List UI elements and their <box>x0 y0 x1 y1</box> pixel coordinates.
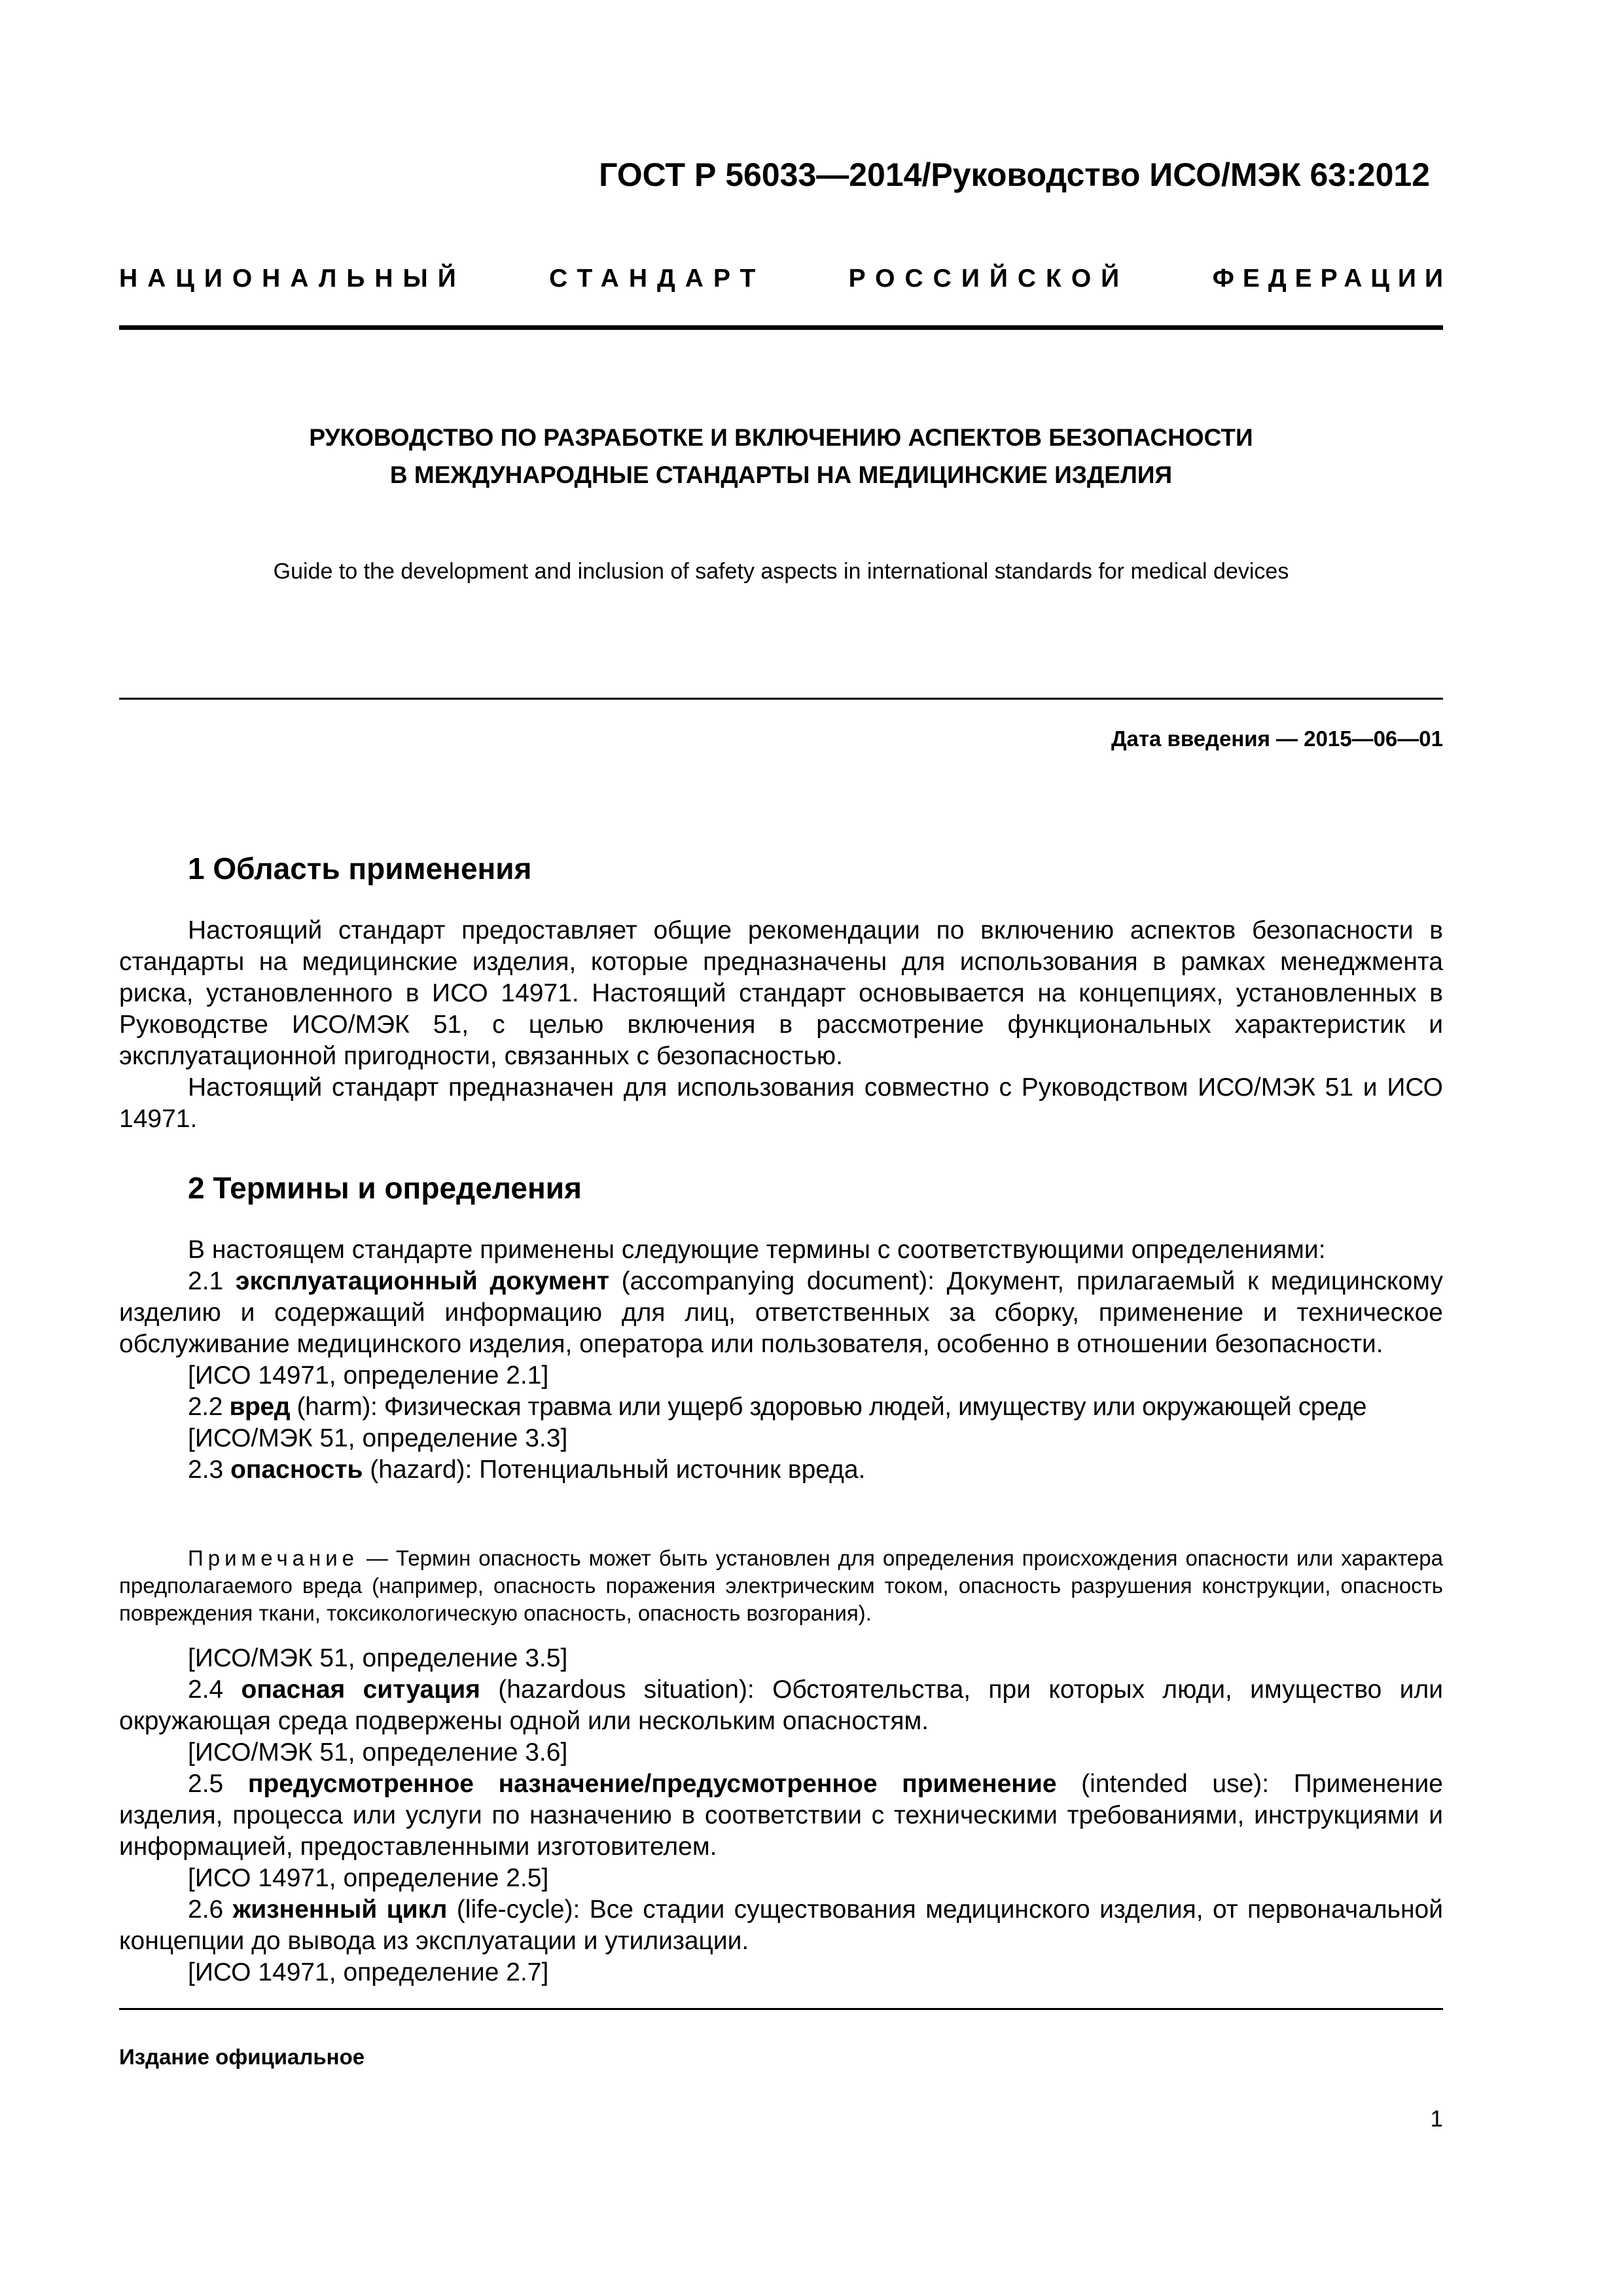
banner-word: СТАНДАРТ <box>549 264 766 293</box>
section-terms-continued <box>119 1643 1443 1988</box>
term-definition <box>119 1454 1443 1486</box>
english-title: Guide to the development and inclusion of safety aspects in international standards for medical devices <box>273 559 1289 584</box>
title-line: В МЕЖДУНАРОДНЫЕ СТАНДАРТЫ НА МЕДИЦИНСКИЕ ИЗДЕЛИЯ <box>389 461 1173 488</box>
definition: (life-cycle): Все стадии существования медицинского изделия, от первоначальной концепции до вывода из эксплуатации и утилизации. <box>119 1895 1443 1955</box>
definition: (intended use): Применение изделия, процесса или услуги по назначению в соответствии с техническими требованиями, инструкциями и информацией, предоставленными изготовителем. <box>119 1770 1443 1861</box>
term-number: 2.4 <box>188 1676 224 1704</box>
section-scope-body <box>119 915 1443 1135</box>
national-standard-banner <box>119 264 1452 293</box>
introduction-date: Дата введения — 2015—06—01 <box>1111 726 1443 751</box>
term: эксплуатационный документ <box>235 1267 609 1295</box>
definition: (accompanying document): Документ, прилагаемый к медицинскому изделию и содержащий информацию для лиц, ответственных за сборку, применение и техническое обслуживание медицинского изделия, оператора или пользователя, особенно в отношении безопасности. <box>119 1267 1443 1358</box>
title-line: РУКОВОДСТВО ПО РАЗРАБОТКЕ И ВКЛЮЧЕНИЮ АСПЕКТОВ БЕЗОПАСНОСТИ <box>309 424 1253 451</box>
note-body: — Термин опасность может быть установлен для определения происхождения опасности или характера предполагаемого вреда (например, опасность поражения электрическим током, опасность разрушения конструкции, опасность повреждения ткани, токсикологическую опасность, опасность возгорания). <box>119 1546 1443 1625</box>
footer-divider <box>119 2008 1443 2010</box>
definition: (harm): Физическая травма или ущерб здоровью людей, имуществу или окружающей среде <box>290 1393 1367 1421</box>
term-definition <box>119 1266 1443 1360</box>
reference: [ИСО/МЭК 51, определение 3.6] <box>188 1738 568 1767</box>
reference: [ИСО/МЭК 51, определение 3.5] <box>188 1644 568 1672</box>
term-definition <box>119 1674 1443 1737</box>
term-definition <box>119 1768 1443 1863</box>
term: вред <box>229 1393 291 1421</box>
note-label: Примечание <box>188 1546 359 1570</box>
term-number: 2.6 <box>188 1895 224 1924</box>
note-text <box>119 1545 1443 1627</box>
note <box>119 1545 1443 1627</box>
term-number: 2.3 <box>188 1456 224 1484</box>
term-definition <box>119 1894 1443 1957</box>
term: опасность <box>230 1456 363 1484</box>
section-heading: 1 Область применения <box>188 852 532 886</box>
paragraph: Настоящий стандарт предоставляет общие рекомендации по включению аспектов безопасности в стандарты на медицинские изделия, которые предназначены для использования в рамках менеджмента риска, установленного в ИСО 14971. Настоящий стандарт основывается на концепциях, установленных в Руководстве ИСО/МЭК 51, с целью включения в рассмотрение функциональных характеристик и эксплуатационной пригодности, связанных с безопасностью. <box>119 916 1443 1070</box>
standard-code: ГОСТ Р 56033—2014/Руководство ИСО/МЭК 63:2012 <box>599 156 1430 193</box>
reference: [ИСО 14971, определение 2.5] <box>188 1864 549 1892</box>
term: жизненный цикл <box>232 1895 448 1924</box>
section-terms-body <box>119 1234 1443 1486</box>
section-heading: 2 Термины и определения <box>188 1171 582 1205</box>
term-number: 2.2 <box>188 1393 223 1421</box>
definition: (hazard): Потенциальный источник вреда. <box>363 1456 866 1484</box>
page-number: 1 <box>1430 2106 1443 2132</box>
term-number: 2.1 <box>188 1267 224 1295</box>
term: предусмотренное назначение/предусмотренное применение <box>247 1770 1057 1798</box>
banner-word: РОССИЙСКОЙ <box>848 264 1130 293</box>
banner-word: ФЕДЕРАЦИИ <box>1212 264 1452 293</box>
edition-label: Издание официальное <box>119 2045 365 2069</box>
term-definition <box>119 1391 1443 1423</box>
reference: [ИСО 14971, определение 2.7] <box>188 1958 549 1986</box>
definition: (hazardous situation): Обстоятельства, при которых люди, имущество или окружающая среда подвержены одной или нескольким опасностям. <box>119 1676 1443 1735</box>
reference: [ИСО 14971, определение 2.1] <box>188 1361 549 1390</box>
paragraph: В настоящем стандарте применены следующие термины с соответствующими определениями: <box>188 1236 1326 1264</box>
reference: [ИСО/МЭК 51, определение 3.3] <box>188 1424 568 1452</box>
header-divider <box>119 325 1443 330</box>
banner-word: НАЦИОНАЛЬНЫЙ <box>119 264 466 293</box>
paragraph: Настоящий стандарт предназначен для использования совместно с Руководством ИСО/МЭК 51 и ИСО 14971. <box>119 1073 1443 1133</box>
term: опасная ситуация <box>241 1676 480 1704</box>
term-number: 2.5 <box>188 1770 224 1798</box>
title-divider <box>119 698 1443 700</box>
document-title <box>119 419 1443 493</box>
